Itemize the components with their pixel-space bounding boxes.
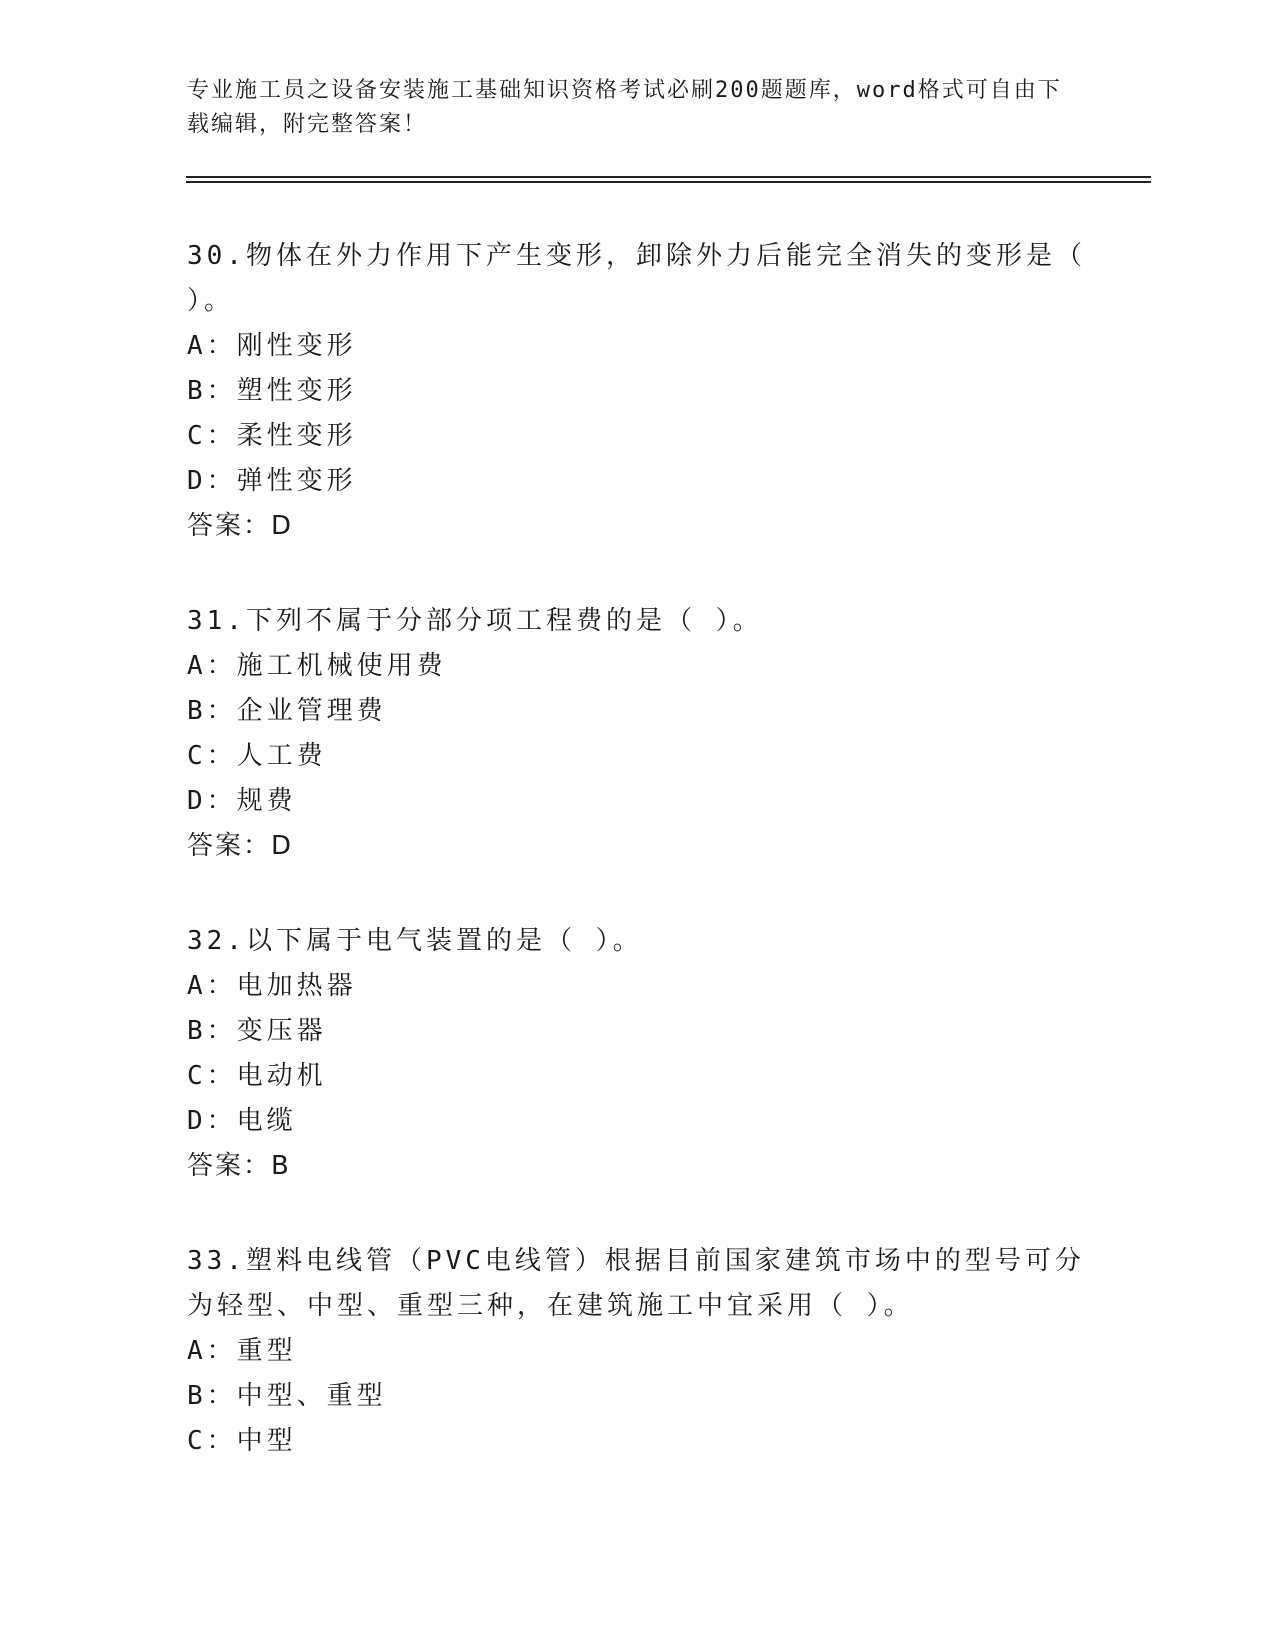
question-30 (187, 234, 1087, 549)
option-d: D：规费 (187, 786, 297, 816)
option-c: C：人工费 (187, 741, 327, 771)
question-list (187, 234, 1087, 1514)
option-b: B：变压器 (187, 1016, 327, 1046)
option-d: D：弹性变形 (187, 466, 357, 496)
option-c: C：电动机 (187, 1061, 327, 1091)
document-header: 专业施工员之设备安装施工基础知识资格考试必刷200题题库，word格式可自由下载编辑，附完整答案！ (187, 78, 1062, 137)
option-c: C：柔性变形 (187, 421, 357, 451)
header-divider-bottom (186, 181, 1151, 183)
answer-line: 答案：D (187, 511, 294, 541)
question-32 (187, 919, 1087, 1189)
option-b: B：中型、重型 (187, 1381, 387, 1411)
option-a: A：重型 (187, 1336, 297, 1366)
question-text: 30.物体在外力作用下产生变形，卸除外力后能完全消失的变形是（ ）。 (187, 241, 1086, 316)
option-a: A：施工机械使用费 (187, 651, 447, 681)
answer-line: 答案：B (187, 1151, 291, 1181)
question-text: 32.以下属于电气装置的是（ ）。 (187, 926, 643, 956)
option-a: A：刚性变形 (187, 331, 357, 361)
option-b: B：塑性变形 (187, 376, 357, 406)
header-divider-top (186, 176, 1151, 178)
question-33 (187, 1239, 1087, 1464)
option-c: C：中型 (187, 1426, 297, 1456)
question-text: 31.下列不属于分部分项工程费的是（ ）。 (187, 606, 763, 636)
option-d: D：电缆 (187, 1106, 297, 1136)
option-a: A：电加热器 (187, 971, 357, 1001)
question-text: 33.塑料电线管（PVC电线管）根据目前国家建筑市场中的型号可分为轻型、中型、重型三种，在建筑施工中宜采用（ ）。 (187, 1246, 1085, 1321)
question-31 (187, 599, 1087, 869)
option-b: B：企业管理费 (187, 696, 387, 726)
answer-line: 答案：D (187, 831, 294, 861)
